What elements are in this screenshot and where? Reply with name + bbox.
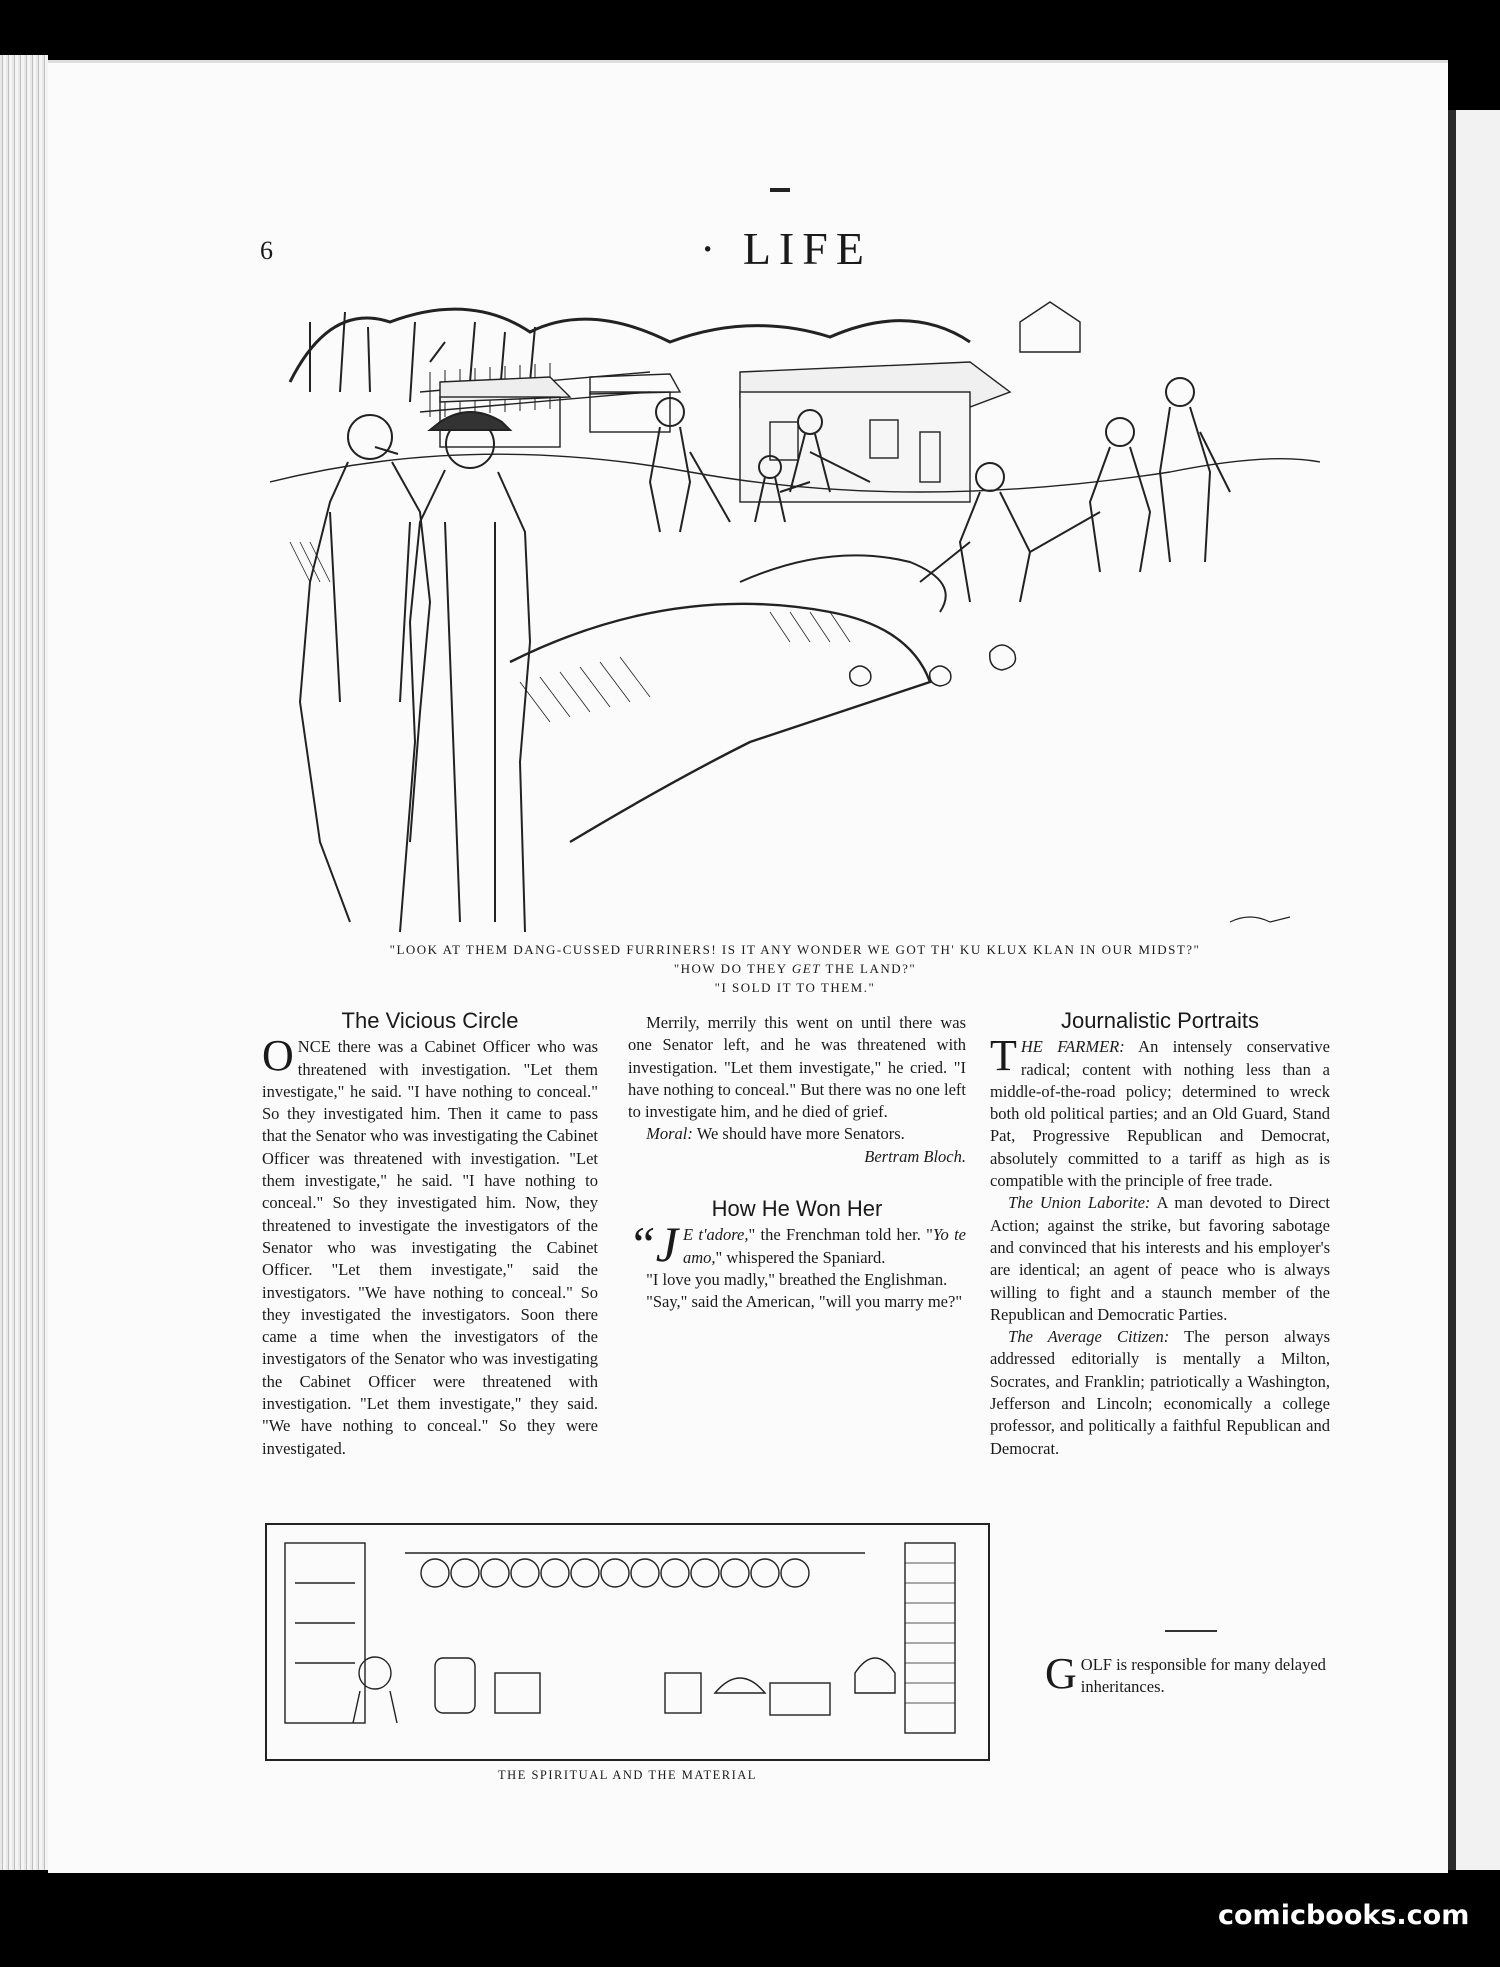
column-middle: [628, 1012, 966, 1314]
article-vicious-circle: [262, 1010, 598, 1460]
portrait-label: HE FARMER:: [1020, 1037, 1125, 1057]
article-paragraph: [990, 1326, 1330, 1460]
french-phrase: E t'adore,: [683, 1225, 749, 1245]
paragraph-text: " the Frenchman told her. ": [748, 1225, 933, 1245]
drop-cap: G: [1045, 1649, 1077, 1698]
paragraph-text: The person always addressed editorially is mentally a Milton, Socrates, and Franklin; patriotically a Washington, Jefferson and Lincoln; economically a college professor, and politically a faithful Republican and Democrat.: [990, 1327, 1330, 1458]
masthead: · LIFE: [700, 223, 872, 274]
article-paragraph: Merrily, merrily this went on until there was one Senator left, and he was threatened with investigation. "Let them investigate," he cried. "I have nothing to conceal." But there was no one left to investigate him, and he died of grief.: [628, 1013, 966, 1122]
caption-line-2-emphasis: GET: [791, 961, 821, 976]
facing-page-edge: [1456, 110, 1500, 1870]
golf-quip: [1045, 1649, 1335, 1698]
article-title: The Vicious Circle: [341, 1008, 519, 1033]
author-signature: Bertram Bloch.: [864, 1146, 966, 1166]
paragraph-text: NCE there was a Cabinet Officer who was threatened with investigation. "Let them investigate," he said. "I have nothing to conceal." So they investigated him. Then it came to pass that the Senator who was investigating the Cabinet Officer was threatened with investigation. "Let them investigate," he said. "I have nothing to conceal." So they investigated him. Now, they threatened to investigate the investigators of the Senator who was investigating the Cabinet Officer. "Let them investigate," said the investigators. "We have nothing to conceal." So they investigated the investigators. Soon there came a time when the investigators of the investigators of the Senator who was investigating the Cabinet Officer were threatened with investigation. "Let them investigate," they said. "We have nothing to conceal." So they were investigated.: [262, 1037, 598, 1458]
portrait-label: The Average Citizen:: [1008, 1327, 1170, 1347]
spiritual-material-illustration: [265, 1523, 990, 1761]
portrait-label: The Union Laborite:: [1008, 1193, 1151, 1213]
article-paragraph: [262, 1031, 598, 1460]
caption-line-2-end: THE LAND?": [820, 961, 917, 976]
moral-label: Moral:: [646, 1124, 693, 1144]
paragraph-text: A man devoted to Direct Action; against the strike, but favoring sabotage and convinced that his interests and his employer's are identical; an agent of peace who is always willing to fight and a staunch member of the Republican and Democratic Parties.: [990, 1193, 1330, 1324]
caption-line-2-start: "HOW DO THEY: [673, 961, 792, 976]
caption-line-1: "LOOK AT THEM DANG-CUSSED FURRINERS! IS IT ANY WONDER WE GOT TH' KU KLUX KLAN IN OUR MIDST?": [389, 942, 1201, 957]
page-number: 6: [260, 236, 273, 265]
paragraph-text: " whispered the Spaniard.: [715, 1247, 886, 1267]
spiritual-caption: THE SPIRITUAL AND THE MATERIAL: [498, 1768, 757, 1782]
article-journalistic-portraits: [990, 1010, 1330, 1460]
illustration-caption: [270, 940, 1320, 997]
golf-text: OLF is responsible for many delayed inheritances.: [1080, 1655, 1326, 1696]
drop-cap: “J: [628, 1216, 678, 1273]
book-page-edges: [0, 55, 48, 1870]
paragraph-text: An intensely conservative radical; content with nothing less than a middle-of-the-road policy; determined to wreck both old political parties; and an Old Guard, Stand Pat, Progressive Republican and Democrat, absolutely committed to a tariff as high as is compatible with the principle of free trade.: [990, 1037, 1330, 1191]
spanish-phrase: Yo te amo,: [683, 1225, 967, 1267]
article-title: Journalistic Portraits: [1060, 1008, 1260, 1033]
article-title: How He Won Her: [711, 1196, 883, 1222]
source-watermark: comicbooks.com: [1218, 1900, 1470, 1931]
article-paragraph: [628, 1216, 967, 1273]
caption-line-2: [270, 959, 1320, 978]
article-paragraph: "Say," said the American, "will you marry me?": [646, 1292, 963, 1312]
cartoon-illustration: [270, 282, 1320, 937]
article-paragraph: [990, 1031, 1330, 1192]
book-gutter: [1448, 110, 1456, 1870]
caption-line-3: "I SOLD IT TO THEM.": [714, 980, 876, 995]
article-moral: [628, 1123, 966, 1145]
drop-cap: T: [990, 1031, 1017, 1081]
moral-text: We should have more Senators.: [692, 1124, 905, 1144]
section-divider: [1165, 1630, 1217, 1632]
article-paragraph: [990, 1192, 1330, 1326]
top-ornament: [770, 188, 790, 192]
drop-cap: O: [262, 1031, 294, 1081]
article-paragraph: "I love you madly," breathed the Englishman.: [646, 1269, 948, 1289]
